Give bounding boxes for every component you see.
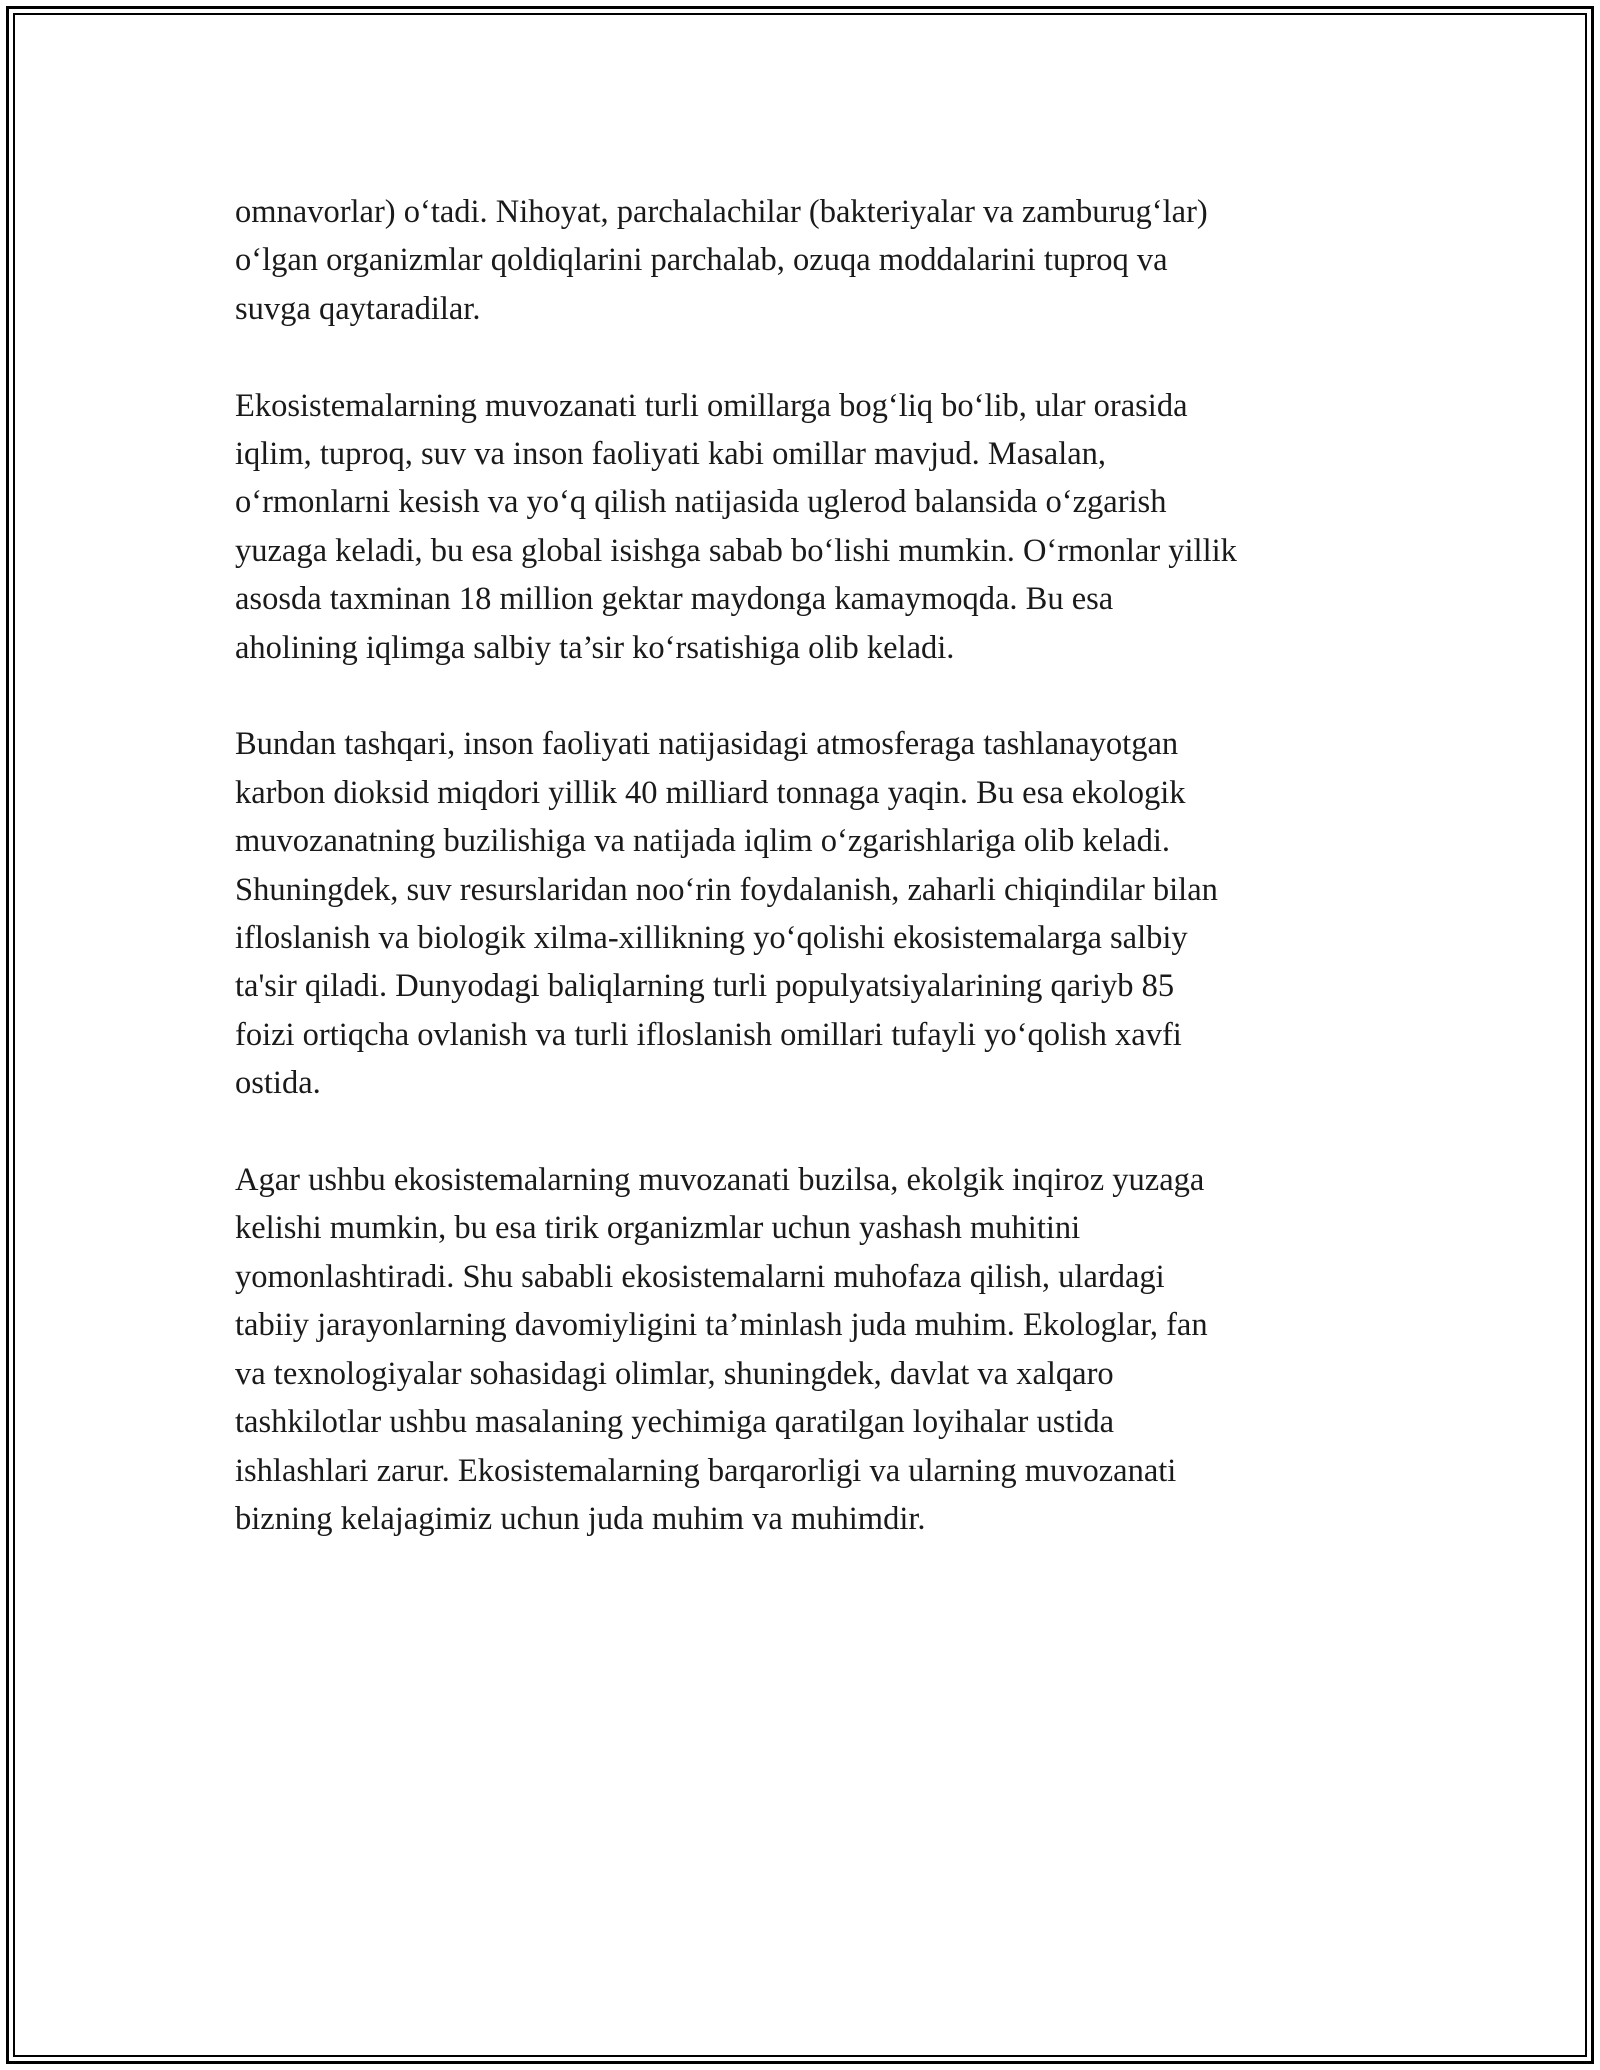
text-line: Ekosistemalarning muvozanati turli omillarga bog‘liq bo‘lib, ular orasida [235,387,1188,424]
text-line: Bundan tashqari, inson faoliyati natijasidagi atmosferaga tashlanayotgan [235,726,1179,763]
text-line: asosda taxminan 18 million gektar maydonga kamaymoqda. Bu esa [235,581,1114,618]
text-line: aholining iqlimga salbiy ta’sir ko‘rsatishiga olib keladi. [235,629,955,666]
text-line: muvozanatning buzilishiga va natijada iqlim o‘zgarishlariga olib keladi. [235,823,1171,860]
text-line: Shuningdek, suv resurslaridan noo‘rin foydalanish, zaharli chiqindilar bilan [235,871,1218,908]
text-line: ifloslanish va biologik xilma-xillikning yo‘qolishi ekosistemalarga salbiy [235,920,1188,957]
text-line: ta'sir qiladi. Dunyodagi baliqlarning turli populyatsiyalarining qariyb 85 [235,968,1175,1005]
text-line: Agar ushbu ekosistemalarning muvozanati buzilsa, ekolgik inqiroz yuzaga [235,1162,1205,1199]
text-line: omnavorlar) o‘tadi. Nihoyat, parchalachilar (bakteriyalar va zamburug‘lar) [235,194,1208,230]
paragraph-1 [235,188,1385,333]
paragraph-3 [235,720,1385,1107]
text-line: va texnologiyalar sohasidagi olimlar, shuningdek, davlat va xalqaro [235,1355,1114,1392]
paragraph-4 [235,1156,1385,1543]
text-line: karbon dioksid miqdori yillik 40 milliard tonnaga yaqin. Bu esa ekologik [235,774,1186,811]
text-line: ostida. [235,1065,321,1102]
text-line: foizi ortiqcha ovlanish va turli ifloslanish omillari tufayli yo‘qolish xavfi [235,1016,1182,1053]
text-line: tashkilotlar ushbu masalaning yechimiga qaratilgan loyihalar ustida [235,1404,1115,1441]
text-line: o‘rmonlarni kesish va yo‘q qilish natijasida uglerod balansida o‘zgarish [235,484,1167,521]
text-line: suvga qaytaradilar. [235,290,481,327]
text-line: iqlim, tuproq, suv va inson faoliyati kabi omillar mavjud. Masalan, [235,436,1107,473]
text-line: tabiiy jarayonlarning davomiyligini ta’minlash juda muhim. Ekologlar, fan [235,1307,1208,1344]
text-line: yomonlashtiradi. Shu sababli ekosistemalarni muhofaza qilish, ulardagi [235,1258,1165,1295]
text-line: bizning kelajagimiz uchun juda muhim va muhimdir. [235,1500,926,1537]
text-line: yuzaga keladi, bu esa global isishga sabab bo‘lishi mumkin. O‘rmonlar yillik [235,532,1237,569]
text-line: kelishi mumkin, bu esa tirik organizmlar uchun yashash muhitini [235,1210,1081,1247]
document-body [235,188,1385,1592]
paragraph-2 [235,382,1385,672]
text-line: ishlashlari zarur. Ekosistemalarning barqarorligi va ularning muvozanati [235,1452,1177,1489]
text-line: o‘lgan organizmlar qoldiqlarini parchalab, ozuqa moddalarini tuproq va [235,242,1168,279]
